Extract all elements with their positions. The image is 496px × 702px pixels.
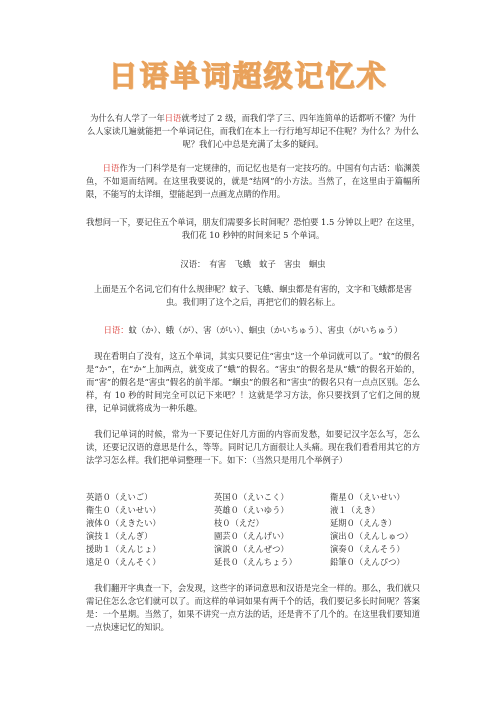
word-cell: 延長０（えんちょう） — [214, 557, 297, 567]
word-cell: 鉛筆０（えんぴつ） — [330, 557, 405, 567]
science-highlight: 日语 — [102, 163, 120, 173]
word-cell: 演出０（えんしゅつ） — [330, 531, 413, 541]
names-paragraph: 上面是五个名词,它们有什么规律呢？蚊子、飞蛾、蛔虫都是有害的，文字和飞蛾都是害虫。我们明了这个之后，再把它们的假名标上。 — [94, 284, 412, 307]
word-row — [86, 504, 420, 517]
word-cell: 英雄０（えいゆう） — [214, 505, 289, 515]
word-cell: 液体０（えきたい） — [86, 518, 161, 528]
word-cell: 衛生０（えいせい） — [86, 505, 161, 515]
japanese-line-text: 蚊（か）、蛾（が）、害（がい）、蛔虫（かいちゅう）、害虫（がいちゅう） — [128, 325, 403, 335]
word-cell: 演技１（えんぎ） — [86, 531, 153, 541]
word-cell: 英国０（えいこく） — [214, 492, 289, 502]
intro-text-pre: 为什么有人学了一年 — [90, 113, 165, 123]
word-cell: 演奏０（えんそう） — [330, 544, 405, 554]
japanese-word-line — [86, 324, 420, 337]
word-row — [86, 491, 420, 504]
word-table — [86, 491, 420, 569]
explain-paragraph: 现在看明白了没有，这五个单词，其实只要记住“害虫”这一个单词就可以了。“蚊”的假名是“か”，在“か”上加两点，就变成了“蛾”的假名。“害虫”的假名是从“蛾”的假名开始的，而“害”的假名是“害虫”假名的前半部。“蛔虫”的假名和“害虫”的假名只有一点点区别。怎么样，有 10 秒的时间完全可以记下来吧？！这就是学习方法，你只要找到了它们之间的规律，记单词就将成为一种乐趣。 — [86, 351, 420, 413]
word-cell: 延期０（えんき） — [330, 518, 397, 528]
chinese-word-line: 汉语： 有害 飞蛾 蚊子 害虫 蛔虫 — [180, 259, 326, 269]
intro-text-post: 就考过了 2 级，而我们学了三、四年连简单的话都听不懂？为什么人家读几遍就能把一个单词记住，而我们在本上一行行地写却记不住呢？为什么？为什么呢？我们心中总是充满了太多的疑问。 — [87, 113, 419, 149]
japanese-line-label: 日语： — [103, 325, 129, 335]
conclusion-paragraph: 我们翻开字典查一下，会发现，这些字的译词意思和汉语是完全一样的。那么，我们就只需记住怎么念它们就可以了。而这样的单词如果有两千个的话，我们要记多长时间呢？答案是：一个星期。当然了，如果不讲究一点方法的话，还是背不了几个的。在这里我们要知道一点快速记忆的知识。 — [86, 583, 420, 632]
word-cell: 演説０（えんぜつ） — [214, 544, 289, 554]
word-row — [86, 556, 420, 569]
question-paragraph: 我想问一下，要记住五个单词，朋友们需要多长时间呢？恐怕要 1.5 分钟以上吧？在这里，我们花 10 秒钟的时间来记 5 个单词。 — [86, 217, 420, 240]
method-paragraph: 我们记单词的时候，常为一下要记住好几方面的内容而发愁，如要记汉字怎么写，怎么读，还要记汉语的意思是什么，等等。同时记几方面很让人头痛。现在我们看看用其它的方法学习怎么样。我们把单词整理一下。如下：（当然只是用几个举例子） — [86, 429, 420, 465]
document-title: 日语单词超级记忆术 — [108, 59, 388, 93]
word-cell: 衛星０（えいせい） — [330, 492, 405, 502]
intro-paragraph — [86, 112, 420, 151]
word-row — [86, 543, 420, 556]
word-cell: 園芸０（えんげい） — [214, 531, 289, 541]
word-row — [86, 530, 420, 543]
word-cell: 枝０（えだ） — [214, 518, 264, 528]
word-cell: 液１（えき） — [330, 505, 380, 515]
word-cell: 援助１（えんじょ） — [86, 544, 161, 554]
science-paragraph — [86, 162, 420, 201]
intro-highlight: 日语 — [164, 113, 182, 123]
word-row — [86, 517, 420, 530]
word-cell: 遠足０（えんそく） — [86, 557, 161, 567]
science-text: 作为一门科学是有一定规律的，而记忆也是有一定技巧的。中国有句古话：临渊羡鱼，不如退而结网。在这里我要说的，就是“结网”的小方法。当然了，在这里由于篇幅所限，不能写的太详细，望能起到一点画龙点睛的作用。 — [86, 163, 420, 199]
word-cell: 英語０（えいご） — [86, 492, 153, 502]
